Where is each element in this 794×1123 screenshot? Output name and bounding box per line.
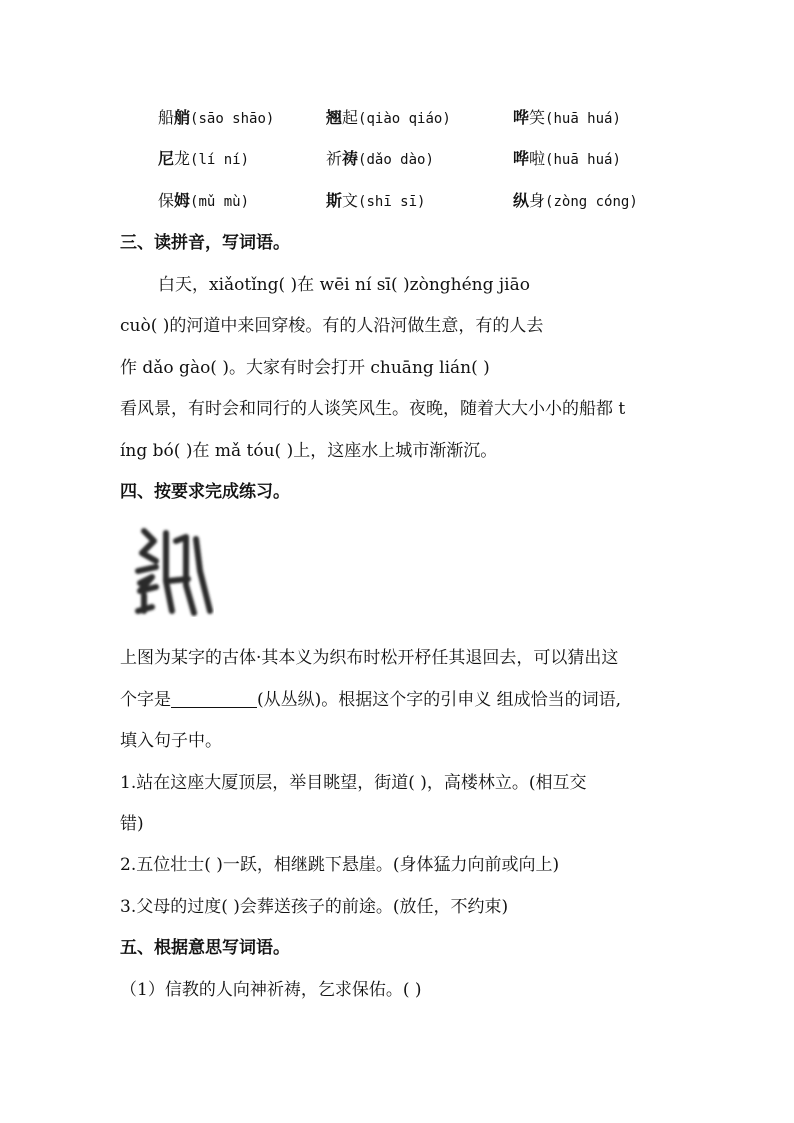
- answer-underline[interactable]: [171, 689, 257, 708]
- paragraph-line: 填入句子中。: [120, 731, 222, 751]
- pinyin-item: 斯文(shī sī): [326, 191, 426, 210]
- pinyin-item: 保姆(mǔ mù): [158, 191, 250, 210]
- pinyin-item: 纵身(zòng cóng): [513, 191, 638, 210]
- pinyin-item: 祈祷(dǎo dào): [326, 149, 434, 168]
- paragraph-line: 白天，xiǎotǐng( )在 wēi ní sī( )zònghéng jiāo: [158, 275, 530, 295]
- section-3-heading: 三、读拼音，写词语。: [120, 233, 290, 253]
- paragraph-line: 个字是 (从丛纵)。根据这个字的引申义 组成恰当的词语,: [120, 690, 622, 710]
- question-line: 2.五位壮士( )一跃，相继跳下悬崖。(身体猛力向前或向上): [120, 855, 560, 875]
- question-line: 1.站在这座大厦顶层，举目眺望，街道( )，高楼林立。(相互交: [120, 773, 587, 793]
- paragraph-line: cuò( )的河道中来回穿梭。有的人沿河做生意，有的人去: [120, 316, 544, 336]
- pinyin-item: 尼龙(lí ní): [158, 149, 250, 168]
- paragraph-line: 作 dǎo gào( )。大家有时会打开 chuāng lián( ): [120, 358, 490, 378]
- question-line: 错): [120, 814, 144, 834]
- question-line: （1）信教的人向神祈祷，乞求保佑。( ): [120, 980, 422, 1000]
- pinyin-item: 哗啦(huā huá): [513, 149, 621, 168]
- ancient-character-image: [130, 521, 214, 617]
- pinyin-item: 翘起(qiào qiáo): [326, 108, 451, 127]
- question-line: 3.父母的过度( )会葬送孩子的前途。(放任，不约束): [120, 897, 509, 917]
- pinyin-item: 哗笑(huā huá): [513, 108, 621, 127]
- section-5-heading: 五、根据意思写词语。: [120, 938, 290, 958]
- paragraph-line: 上图为某字的古体·其本义为织布时松开杼任其退回去，可以猜出这: [120, 648, 619, 668]
- section-4-heading: 四、按要求完成练习。: [120, 482, 290, 502]
- pinyin-item: 船艄(sāo shāo): [158, 108, 275, 127]
- paragraph-line: 看风景，有时会和同行的人谈笑风生。夜晚，随着大大小小的船都 t: [120, 399, 626, 419]
- paragraph-line: íng bó( )在 mǎ tóu( )上，这座水上城市渐渐沉。: [120, 441, 498, 461]
